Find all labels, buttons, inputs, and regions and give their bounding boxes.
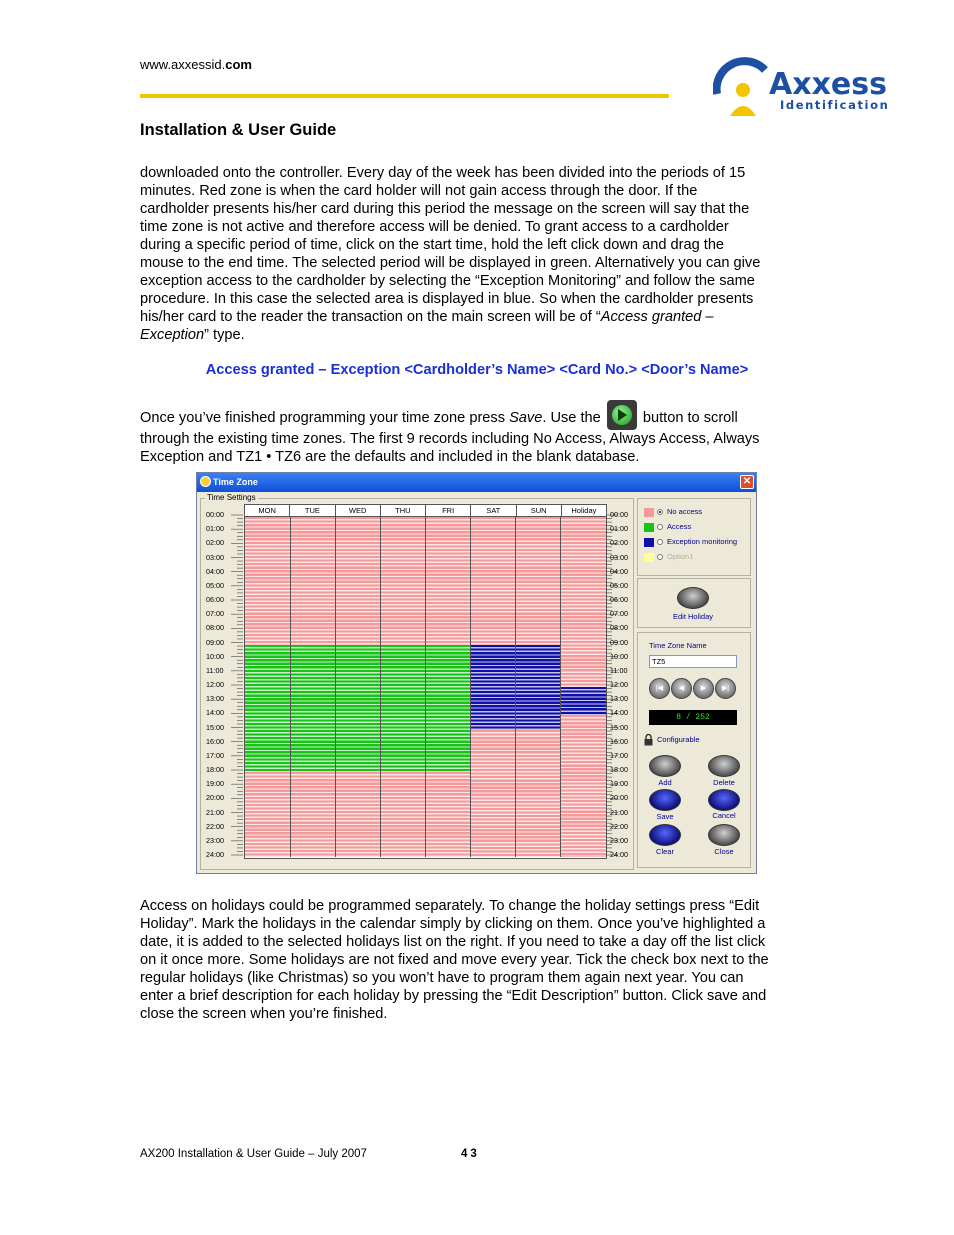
time-label: 08:00 [206,623,224,633]
no-access-block[interactable] [516,730,561,858]
guide-title: Installation & User Guide [140,121,337,139]
exception-label: Exception monitoring [667,537,738,546]
edit-holiday-label: Edit Holiday [672,612,714,621]
tz-name-label: Time Zone Name [649,641,707,650]
access-granted-format: Access granted – Exception <Cardholder’s Name> <Card No.> <Door’s Name> [205,362,749,378]
option1-radio [657,554,663,560]
para-line: Access on holidays could be programmed separately. To change the holiday settings press “Edit [140,898,760,914]
time-label: 10:00 [610,651,628,661]
access-block[interactable] [335,645,380,773]
page-number: 43 [461,1148,480,1160]
record-counter: 8 / 252 [649,710,737,725]
configurable-label: Configurable [657,735,700,744]
right-panel [637,498,753,868]
time-label: 07:00 [206,609,224,619]
access-block[interactable] [245,645,290,773]
tz-name-input[interactable]: TZ5 [649,655,737,668]
close-button[interactable] [708,824,740,846]
para-line: regular holidays (like Christmas) so you won’t have to program them again next year. You can [140,970,744,986]
lock-icon [644,734,653,746]
no-access-block[interactable] [516,517,561,645]
column-divider [560,517,561,857]
time-label: 23:00 [610,835,628,845]
no-access-block[interactable] [335,772,380,857]
no-access-label: No access [667,507,703,516]
column-divider [290,517,291,857]
time-label: 04:00 [206,566,224,576]
day-header-thu: THU [381,505,426,517]
time-label: 24:00 [206,850,224,859]
time-zone-window [196,472,757,874]
para-line: cardholder presents his/her card during this period the message on the screen will say that the [140,201,750,217]
time-label: 18:00 [610,765,628,774]
option1-swatch [644,553,654,562]
no-access-block[interactable] [471,730,516,858]
no-access-block[interactable] [290,517,335,645]
no-access-swatch [644,508,654,517]
access-swatch [644,523,654,532]
time-label: 19:00 [206,779,224,789]
access-block[interactable] [290,645,335,773]
option1-label: Option1 [667,552,694,561]
last-record-icon[interactable]: ▶| [715,678,736,699]
edit-holiday-button[interactable] [677,587,709,609]
column-divider [335,517,336,857]
website-url: www.axxessid.com [140,57,252,72]
time-label: 11:00 [206,665,224,675]
time-label: 06:00 [206,595,224,604]
no-access-block[interactable] [380,517,425,645]
close-label: Close [714,847,734,856]
exception-block[interactable] [561,687,606,715]
time-label: 22:00 [610,821,628,831]
previous-record-icon[interactable]: ◀ [671,678,692,699]
time-label: 02:00 [206,538,224,548]
paragraph-holidays [140,897,820,1023]
time-label: 20:00 [206,793,224,803]
time-label: 17:00 [206,750,224,760]
no-access-block[interactable] [426,772,471,857]
time-settings-label: Time Settings [207,493,256,502]
time-label: 16:00 [206,736,224,746]
time-label: 14:00 [206,708,224,718]
time-label: 22:00 [206,821,224,831]
time-label: 03:00 [610,552,628,562]
time-label: 21:00 [206,807,224,817]
save-label: Save [656,812,674,821]
time-label: 00:00 [206,510,224,519]
no-access-block[interactable] [561,715,606,857]
para-line: Exception and TZ1 • TZ6 are the defaults and included in the blank database. [140,449,640,465]
time-label: 19:00 [610,779,628,789]
time-label: 05:00 [206,580,224,590]
no-access-block[interactable] [561,517,606,687]
time-label: 05:00 [610,580,628,590]
no-access-block[interactable] [245,772,290,857]
para-line: exception access to the cardholder by selecting the “Exception Monitoring” and follow the same [140,273,755,289]
access-block[interactable] [426,645,471,773]
time-label: 08:00 [610,623,628,633]
para-line: through the existing time zones. The first 9 records including No Access, Always Access, Always [140,431,760,447]
record-navigation [649,678,737,700]
delete-button[interactable] [708,755,740,777]
time-label: 17:00 [610,750,628,760]
day-header-sat: SAT [471,505,516,517]
delete-label: Delete [713,778,735,787]
para-line: on it once more. Some holidays are not fixed and move every year. Tick the check box next to the [140,952,769,968]
time-label: 04:00 [610,566,628,576]
no-access-block[interactable] [335,517,380,645]
exception-swatch [644,538,654,547]
column-divider [425,517,426,857]
clear-label: Clear [656,847,674,856]
time-label: 15:00 [206,722,224,732]
time-label: 11:00 [610,665,628,675]
time-label: 10:00 [206,651,224,661]
column-divider [470,517,471,857]
svg-text:Axxess: Axxess [769,67,887,102]
para-line: Exception” type. [140,327,245,343]
time-label: 12:00 [610,680,628,689]
window-titlebar [197,473,756,492]
time-label: 24:00 [610,850,628,859]
access-block[interactable] [380,645,425,773]
clear-button[interactable] [649,824,681,846]
time-label: 09:00 [206,637,224,647]
paragraph-save: Once you’ve finished programming your time zone press Save. Use the button to scroll through the existing time zones. The first 9 records including No Access, Always Access, Always Exception and TZ1 • TZ6 are the defaults and included in the blank database. [140,400,820,466]
next-record-icon [607,400,637,430]
no-access-block[interactable] [290,772,335,857]
para-line: downloaded onto the controller. Every day of the week has been divided into the periods of 15 [140,165,746,181]
no-access-radio[interactable] [657,509,663,515]
time-label: 02:00 [610,538,628,548]
paragraph-time-zones [140,164,820,344]
first-record-icon[interactable]: |◀ [649,678,670,699]
no-access-block[interactable] [471,517,516,645]
time-label: 03:00 [206,552,224,562]
time-label: 20:00 [610,793,628,803]
time-label: 01:00 [610,524,628,534]
para-line: close the screen when you’re finished. [140,1006,388,1022]
no-access-block[interactable] [380,772,425,857]
time-ticks-left [231,510,243,870]
add-button[interactable] [649,755,681,777]
add-label: Add [658,778,672,787]
access-radio[interactable] [657,524,663,530]
time-label: 15:00 [610,722,628,732]
no-access-block[interactable] [426,517,471,645]
time-label: 16:00 [610,736,628,746]
para-line: enter a brief description for each holiday by pressing the “Edit Description” button. Click save and [140,988,767,1004]
para-line: his/her card to the reader the transaction on the main screen will be of “Access granted – [140,309,714,325]
column-divider [515,517,516,857]
cancel-button[interactable] [708,789,740,811]
day-header-wed: WED [336,505,381,517]
para-line: time zone is not active and therefore access will be denied. To grant access to a cardholder [140,219,729,235]
day-header-fri: FRI [426,505,471,517]
svg-text:Identification: Identification [780,98,890,112]
para-line: during a specific period of time, click on the start time, hold the left click down and drag the [140,237,725,253]
time-label: 13:00 [206,694,224,704]
window-title: Time Zone [213,477,258,487]
para-line: mouse to the end time. The selected period will be displayed in green. Alternatively you can give [140,255,761,271]
day-header-tue: TUE [290,505,335,517]
time-label: 18:00 [206,765,224,774]
time-label: 12:00 [206,680,224,689]
time-label: 06:00 [610,595,628,604]
save-button[interactable] [649,789,681,811]
time-label: 14:00 [610,708,628,718]
day-header-sun: SUN [517,505,562,517]
time-label: 07:00 [610,609,628,619]
axxess-logo [713,54,893,118]
access-label: Access [667,522,692,531]
time-label: 01:00 [206,524,224,534]
day-columns [245,505,606,517]
day-header-mon: MON [245,505,290,517]
day-header-holiday: Holiday [562,505,606,517]
para-line: procedure. In this case the selected area is displayed in blue. So when the cardholder presents [140,291,754,307]
column-divider [380,517,381,857]
time-label: 21:00 [610,807,628,817]
schedule-cells[interactable] [245,517,606,857]
exception-block[interactable] [516,645,561,730]
exception-radio[interactable] [657,539,663,545]
cancel-label: Cancel [712,811,736,820]
no-access-block[interactable] [245,517,290,645]
header-rule [140,94,669,98]
para-line: date, it is added to the selected holidays list on the right. If you need to take a day off the list click [140,934,766,950]
time-label: 13:00 [610,694,628,704]
footer-title: AX200 Installation & User Guide – July 2007 [140,1148,367,1160]
window-close-button[interactable]: ✕ [740,475,754,489]
time-label: 23:00 [206,835,224,845]
schedule-grid[interactable] [244,504,607,859]
time-label: 00:00 [610,510,628,519]
next-record-icon[interactable]: ▶ [693,678,714,699]
exception-block[interactable] [471,645,516,730]
time-label: 09:00 [610,637,628,647]
para-line: minutes. Red zone is when the card holder will not gain access through the door. If the [140,183,698,199]
para-line: Holiday”. Mark the holidays in the calendar simply by clicking on them. Once you’ve highlighted a [140,916,766,932]
app-icon [200,476,211,487]
